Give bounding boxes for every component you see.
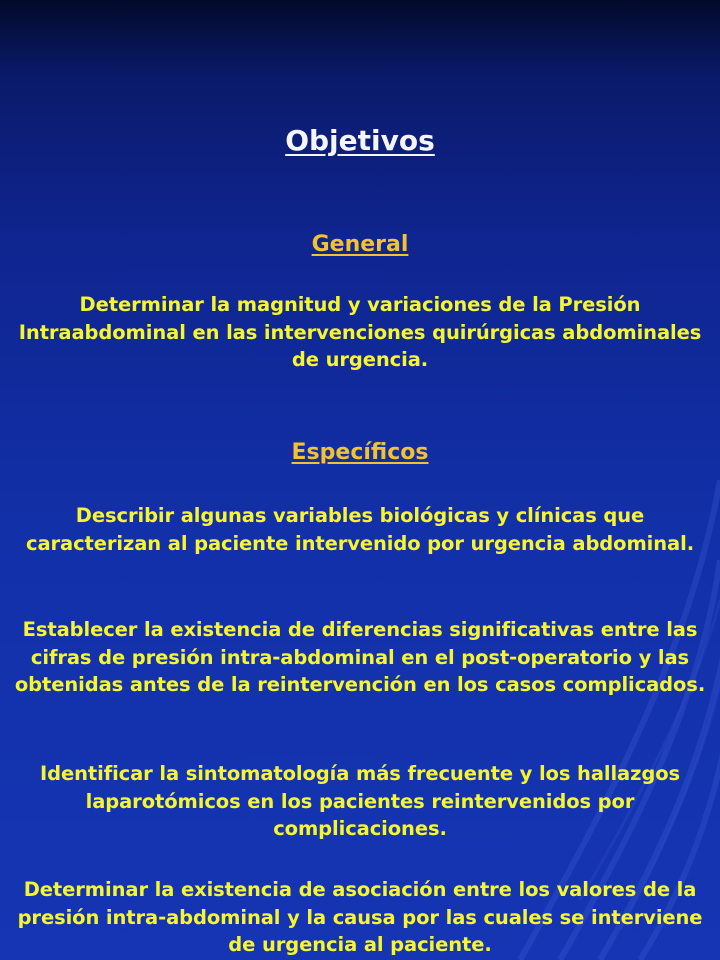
specific-objective-3: Identificar la sintomatología más frecuente y los hallazgos laparotómicos en los pacientes reintervenidos por complicaciones. bbox=[39, 762, 681, 840]
slide-title: Objetivos bbox=[285, 124, 435, 157]
general-heading: General bbox=[311, 232, 409, 257]
specific-objective-1: Describir algunas variables biológicas y clínicas que caracterizan al paciente intervenido por urgencia abdominal. bbox=[25, 504, 695, 555]
especificos-heading: Específicos bbox=[291, 440, 429, 465]
specific-objective-2: Establecer la existencia de diferencias significativas entre las cifras de presión intra-abdominal en el post-operatorio y las obtenidas antes de la reintervención en los casos complicados. bbox=[14, 618, 706, 696]
specific-objective-4: Determinar la existencia de asociación entre los valores de la presión intra-abdominal y la causa por las cuales se interviene de urgencia al paciente. bbox=[17, 878, 703, 956]
general-objective-text: Determinar la magnitud y variaciones de la Presión Intraabdominal en las intervenciones quirúrgicas abdominales de urgencia. bbox=[18, 293, 702, 371]
